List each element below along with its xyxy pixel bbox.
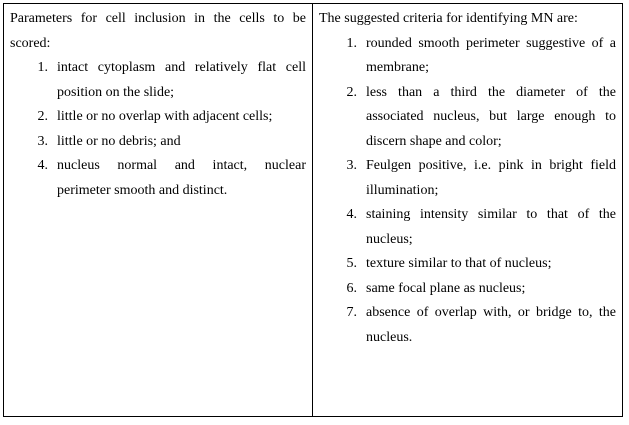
cell-inclusion-heading: Parameters for cell inclusion in the cells to be scored:: [10, 11, 306, 51]
list-item-number: 4.: [37, 158, 48, 173]
list-item-number: 2.: [37, 109, 48, 124]
list-item-text: less than a third the diameter of the associated nucleus, but large enough to discern shape and color;: [366, 84, 616, 149]
list-item-text: rounded smooth perimeter suggestive of a membrane;: [366, 35, 616, 75]
list-item-number: 2.: [346, 84, 357, 100]
list-item-text: intact cytoplasm and relatively flat cell position on the slide;: [57, 60, 306, 100]
mn-criteria-column: [313, 4, 622, 416]
list-item: [319, 301, 616, 350]
list-item-number: 1.: [37, 60, 48, 75]
cell-inclusion-column: [4, 4, 313, 416]
list-item: [319, 154, 616, 203]
list-item-text: texture similar to that of nucleus;: [366, 256, 552, 271]
mn-criteria-heading: The suggested criteria for identifying MN are:: [319, 11, 578, 26]
list-item-text: absence of overlap with, or bridge to, the nucleus.: [366, 305, 616, 345]
list-item: [319, 277, 616, 302]
list-item: [10, 105, 306, 130]
list-item: [319, 203, 616, 252]
list-item: [10, 56, 306, 105]
list-item-text: little or no overlap with adjacent cells;: [57, 109, 273, 124]
list-item-text: nucleus normal and intact, nuclear perimeter smooth and distinct.: [57, 158, 306, 198]
list-item: [10, 154, 306, 203]
list-item-text: little or no debris; and: [57, 133, 181, 149]
list-item-number: 3.: [346, 158, 357, 173]
mn-criteria-list: [319, 32, 616, 351]
list-item-text: same focal plane as nucleus;: [366, 280, 526, 296]
list-item-text: Feulgen positive, i.e. pink in bright field illumination;: [366, 158, 616, 198]
list-item: [10, 130, 306, 155]
cell-inclusion-list: [10, 56, 306, 203]
list-item: [319, 252, 616, 277]
list-item-number: 6.: [346, 280, 357, 296]
list-item-number: 4.: [346, 207, 357, 222]
list-item-number: 3.: [37, 133, 48, 149]
criteria-table: [3, 3, 623, 417]
list-item-text: staining intensity similar to that of the nucleus;: [366, 207, 616, 247]
list-item: [319, 32, 616, 81]
list-item-number: 7.: [346, 305, 357, 320]
list-item-number: 5.: [346, 256, 357, 271]
list-item-number: 1.: [346, 35, 357, 51]
list-item: [319, 81, 616, 155]
